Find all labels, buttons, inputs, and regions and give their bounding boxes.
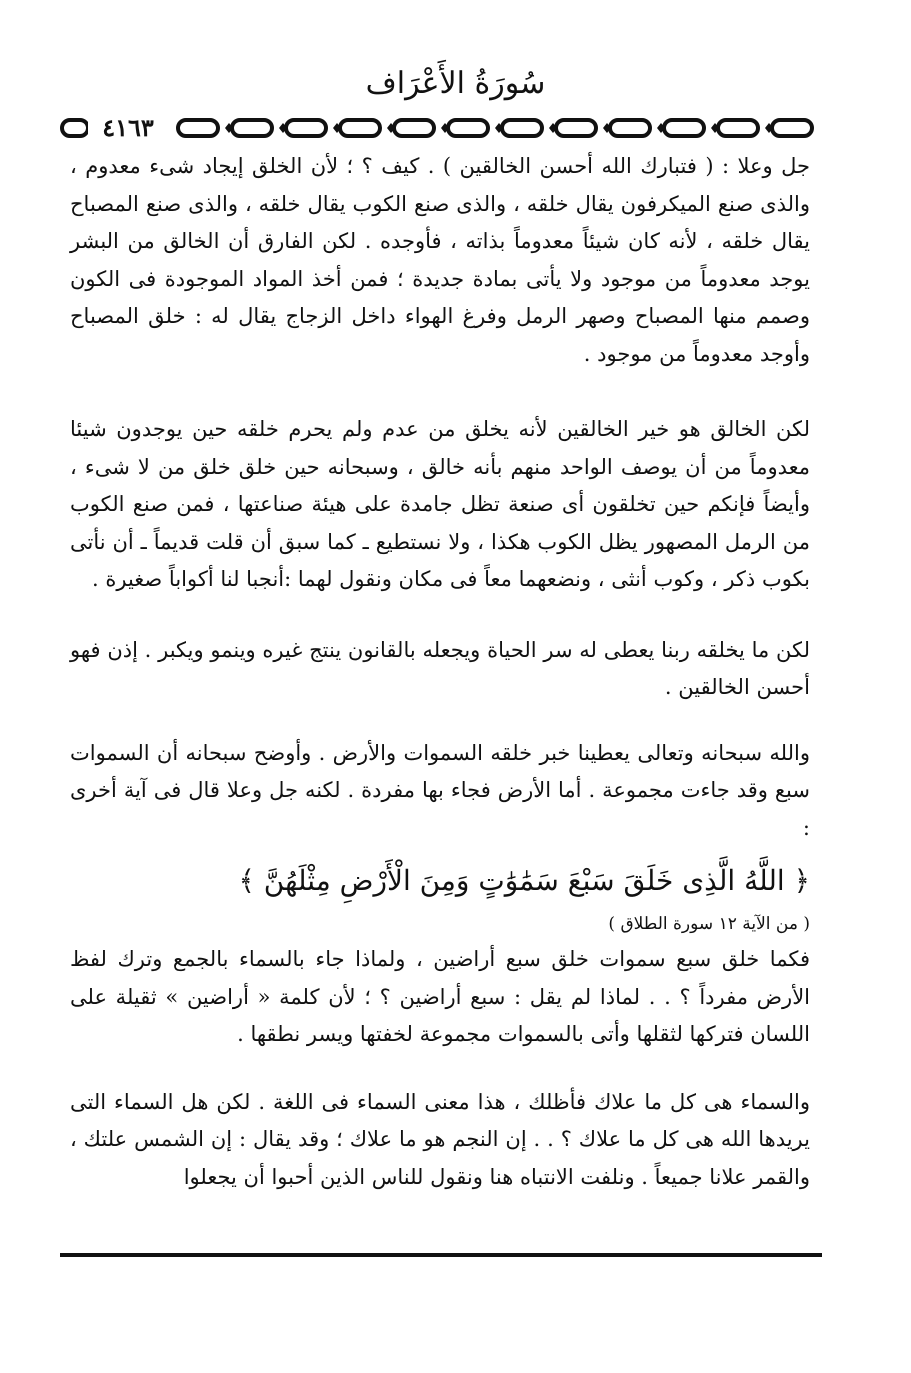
paragraph-1: جل وعلا : ( فتبارك الله أحسن الخالقين ) . كيف ؟ ؛ لأن الخلق إيجاد شىء معدوم ، والذى صنع الميكرفون يقال خلقه ، والذى صنع الكوب يقال خلقه ، والذى صنع المصباح يقال خلقه ، لأنه كان شيئاً معدوماً بذاته ، فأوجده . لكن الفارق أن الخالق من البشر يوجد معدوماً من موجود ولا يأتى بمادة جديدة ؛ فمن أخذ المواد الموجودة فى الكون وصمم منها المصباح وصهر الرمل وفرغ الهواء داخل الزجاج يقال له : خلق المصباح وأوجد معدوماً من موجود . bbox=[70, 154, 810, 366]
paragraph-6: والسماء هى كل ما علاك فأظلك ، هذا معنى السماء فى اللغة . لكن هل السماء التى يريدها الله هى كل ما علاك ؟ . . إن النجم هو ما علاك ؛ وقد يقال : إن الشمس علتك ، والقمر علانا جميعاً . ونلفت الانتباه هنا ونقول للناس الذين أحبوا أن يجعلوا bbox=[70, 1089, 810, 1189]
header-ornament bbox=[60, 114, 820, 142]
quran-verse: ﴿ اللَّهُ الَّذِى خَلَقَ سَبْعَ سَمَٰوَٰتٍ وَمِنَ الْأَرْضِ مِثْلَهُنَّ ﴾ bbox=[238, 864, 810, 897]
paragraph-2: لكن الخالق هو خير الخالقين لأنه يخلق من عدم ولم يحرم خلقه حين يوجدون شيئا معدوماً من أن يوصف الواحد منهم بأنه خالق ، وسبحانه حين خلق خلق من لا شىء ، وأيضاً فإنكم حين تخلقون أى صنعة تظل جامدة على هيئة صناعتها ، فمن صنع الكوب من الرمل المصهور يظل الكوب هكذا ، ولا نستطيع ـ كما سبق أن قلت قديماً ـ أن نأتى بكوب ذكر ، وكوب أنثى ، ونضعهما معاً فى مكان ونقول لهما :أنجبا لنا أكواباً صغيرة . bbox=[70, 417, 810, 591]
footer-rule bbox=[60, 1253, 822, 1257]
verse-source: ( من الآية ١٢ سورة الطلاق ) bbox=[608, 914, 810, 934]
surah-title: سُورَةُ الأَعْرَاف bbox=[365, 66, 546, 101]
paragraph-3: لكن ما يخلقه ربنا يعطى له سر الحياة ويجعله بالقانون ينتج غيره وينمو ويكبر . إذن فهو أحسن الخالقين . bbox=[70, 637, 810, 699]
paragraph-4: والله سبحانه وتعالى يعطينا خبر خلقه السموات والأرض . وأوضح سبحانه أن السموات سبع وقد جاءت مجموعة . أما الأرض فجاء بها مفردة . لكنه جل وعلا قال فى آية أخرى : bbox=[70, 740, 810, 840]
page-number: ٤١٦٣ bbox=[88, 114, 168, 142]
paragraph-5: فكما خلق سبع سموات خلق سبع أراضين ، ولماذا جاء بالسماء بالجمع وترك لفظ الأرض مفرداً ؟ . . لماذا لم يقل : سبع أراضين ؟ ؛ لأن كلمة « أراضين » ثقيلة على اللسان فتركها لثقلها وأتى بالسموات مجموعة لخفتها ويسر نطقها . bbox=[70, 947, 810, 1046]
body-text bbox=[70, 148, 810, 1196]
